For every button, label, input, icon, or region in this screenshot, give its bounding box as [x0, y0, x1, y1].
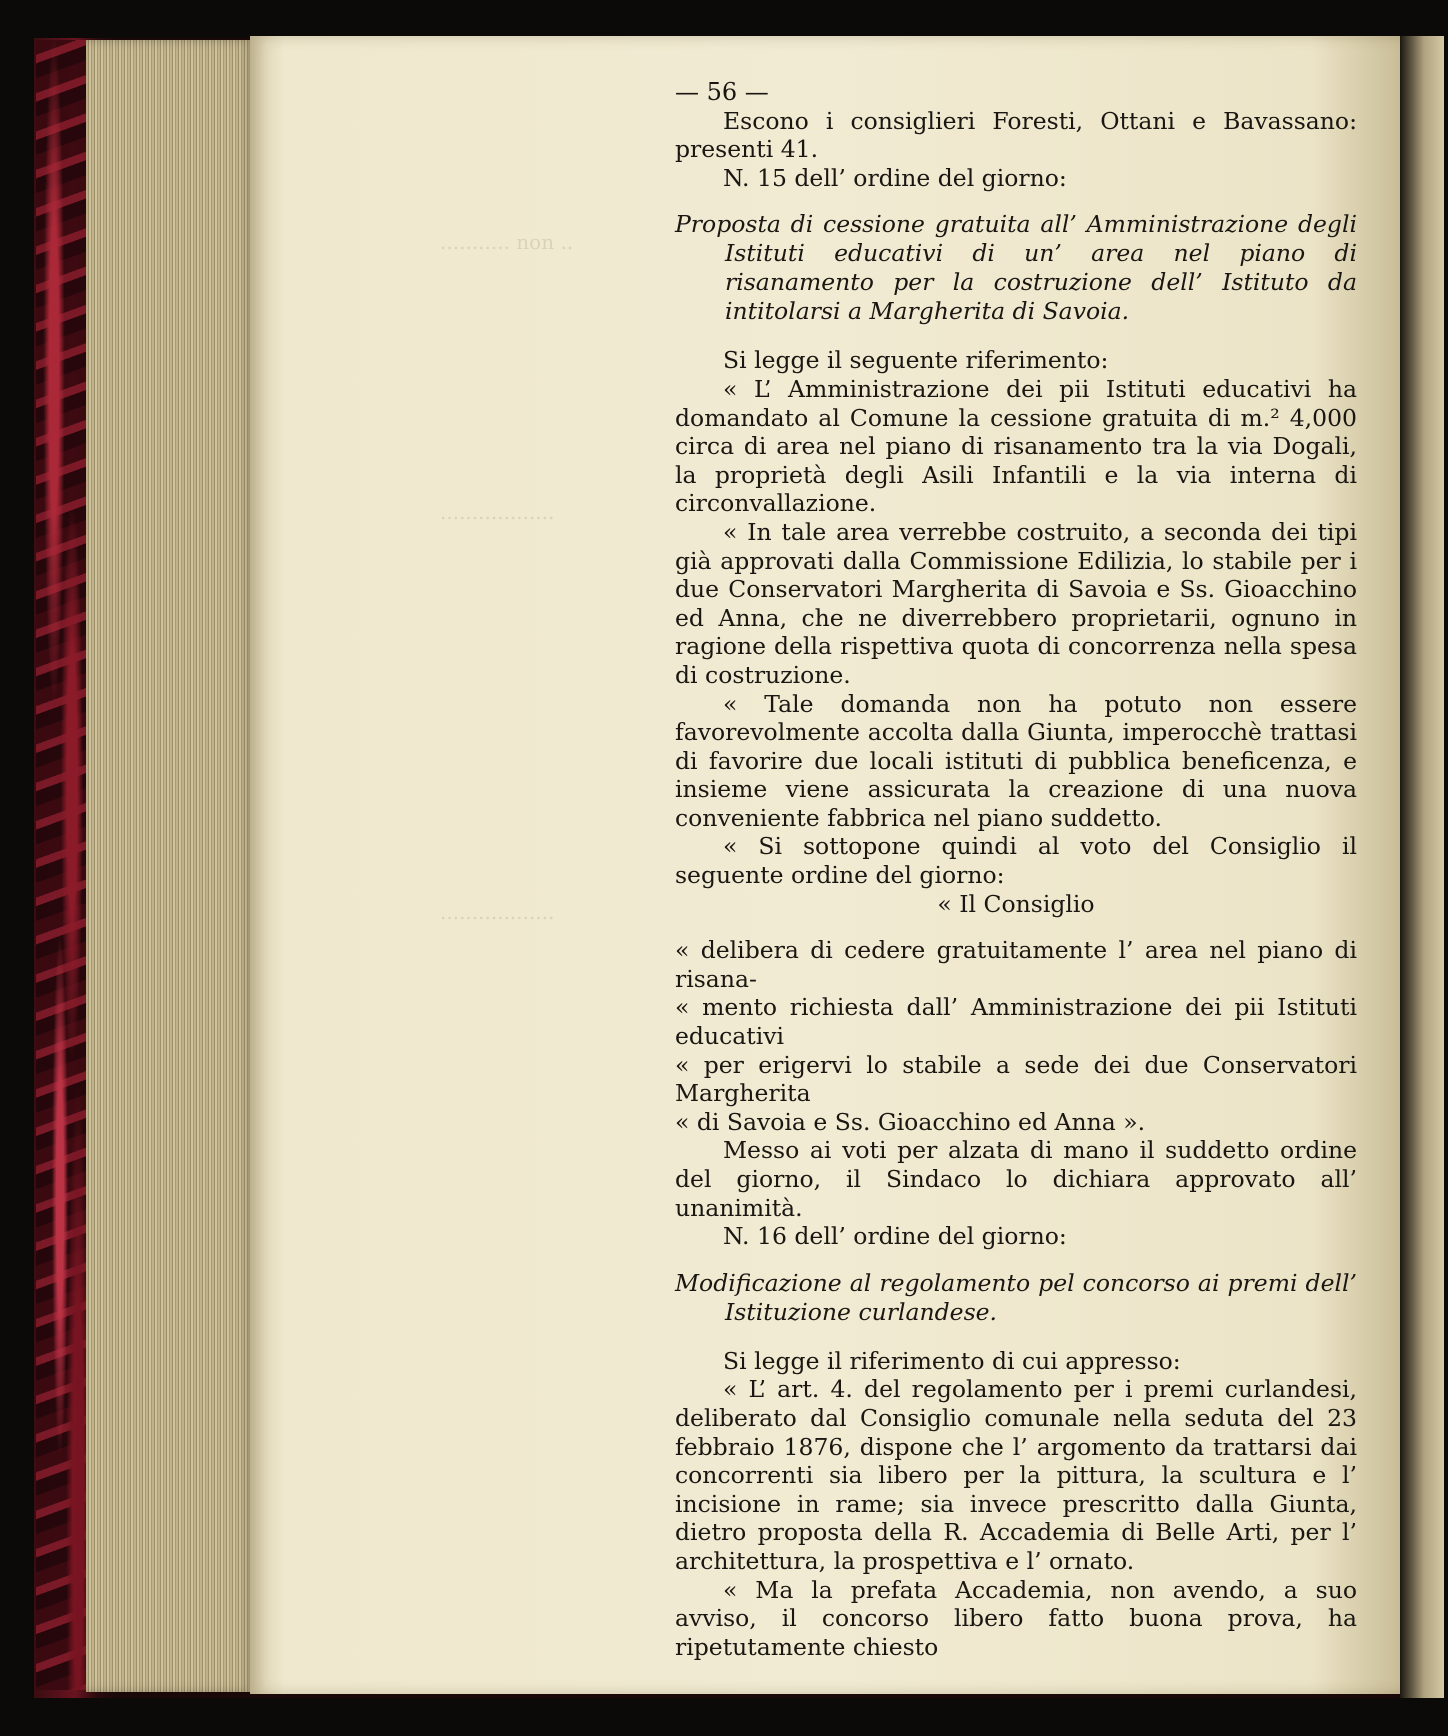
paragraph: « L’ Amministrazione dei pii Istituti educativi ha domandato al Comune la cessione gratuita di m.² 4,000 circa di area nel piano di risanamento tra la via Dogali, la proprietà degli Asili Infantili e la via interna di circonvallazione. — [675, 374, 1357, 518]
paragraph: Si legge il seguente riferimento: — [723, 346, 1109, 375]
paragraph: « Tale domanda non ha potuto non essere favorevolmente accolta dalla Giunta, imperocchè trattasi di favorire due locali istituti di pubblica beneficenza, e insieme viene assicurata la creazione di una nuova conveniente fabbrica nel piano suddetto. — [675, 689, 1357, 832]
resolution-line: « delibera di cedere gratuitamente l’ area nel piano di risana- — [675, 936, 1357, 993]
paragraph: Si legge il riferimento di cui appresso: — [723, 1346, 1181, 1375]
resolution-text — [675, 936, 1357, 1136]
section-title: Proposta di cessione gratuita all’ Amministrazione degli Istituti educativi di un’ area nel piano di risanamento per la costruzione dell’ Istituto da intitolarsi a Margherita di Savoia. — [675, 210, 1357, 326]
page-edges — [86, 40, 254, 1692]
paragraph: Messo ai voti per alzata di mano il suddetto ordine del giorno, il Sindaco lo dichiara approvato all’ unanimità. — [675, 1136, 1357, 1222]
section-title: Modificazione al regolamento pel concorso ai premi dell’ Istituzione curlandese. — [675, 1268, 1357, 1326]
agenda-item-label: N. 15 dell’ ordine del giorno: — [723, 163, 1067, 192]
paragraph: « Si sottopone quindi al voto del Consiglio il seguente ordine del giorno: — [675, 832, 1357, 890]
bleed-through-2: .................. — [440, 500, 555, 524]
facing-page-edge — [1400, 36, 1444, 1698]
page-text — [675, 78, 1357, 1661]
bleed-through-3: .................. — [440, 900, 555, 924]
paragraph: « In tale area verrebbe costruito, a seconda dei tipi già approvati dalla Commissione Edilizia, lo stabile per i due Conservatori Margherita di Savoia e Ss. Gioacchino ed Anna, che ne diverrebbero proprietarii, ognuno in ragione della rispettiva quota di concorrenza nella spesa di costruzione. — [675, 517, 1357, 689]
resolution-heading: « Il Consiglio — [937, 889, 1095, 918]
page-number: — 56 — — [675, 78, 769, 106]
paragraph: « Ma la prefata Accademia, non avendo, a suo avviso, il concorso libero fatto buona prova, ha ripetutamente chiesto — [675, 1575, 1357, 1661]
paragraph: « L’ art. 4. del regolamento per i premi curlandesi, deliberato dal Consiglio comunale nella seduta del 23 febbraio 1876, dispone che l’ argomento da trattarsi dai concorrenti sia libero per la pittura, la scultura e l’ incisione in rame; sia invece prescritto dalla Giunta, dietro proposta della R. Accademia di Belle Arti, per l’ architettura, la prospettiva e l’ ornato. — [675, 1375, 1357, 1575]
resolution-line: « mento richiesta dall’ Amministrazione dei pii Istituti educativi — [675, 993, 1357, 1051]
bleed-through-1: ........... non .. — [440, 230, 574, 254]
resolution-line: « di Savoia e Ss. Gioacchino ed Anna ». — [675, 1107, 1146, 1136]
resolution-line: « per erigervi lo stabile a sede dei due Conservatori Margherita — [675, 1050, 1357, 1108]
paragraph: Escono i consiglieri Foresti, Ottani e Bavassano: presenti 41. — [675, 106, 1357, 164]
agenda-item-label: N. 16 dell’ ordine del giorno: — [723, 1222, 1067, 1251]
